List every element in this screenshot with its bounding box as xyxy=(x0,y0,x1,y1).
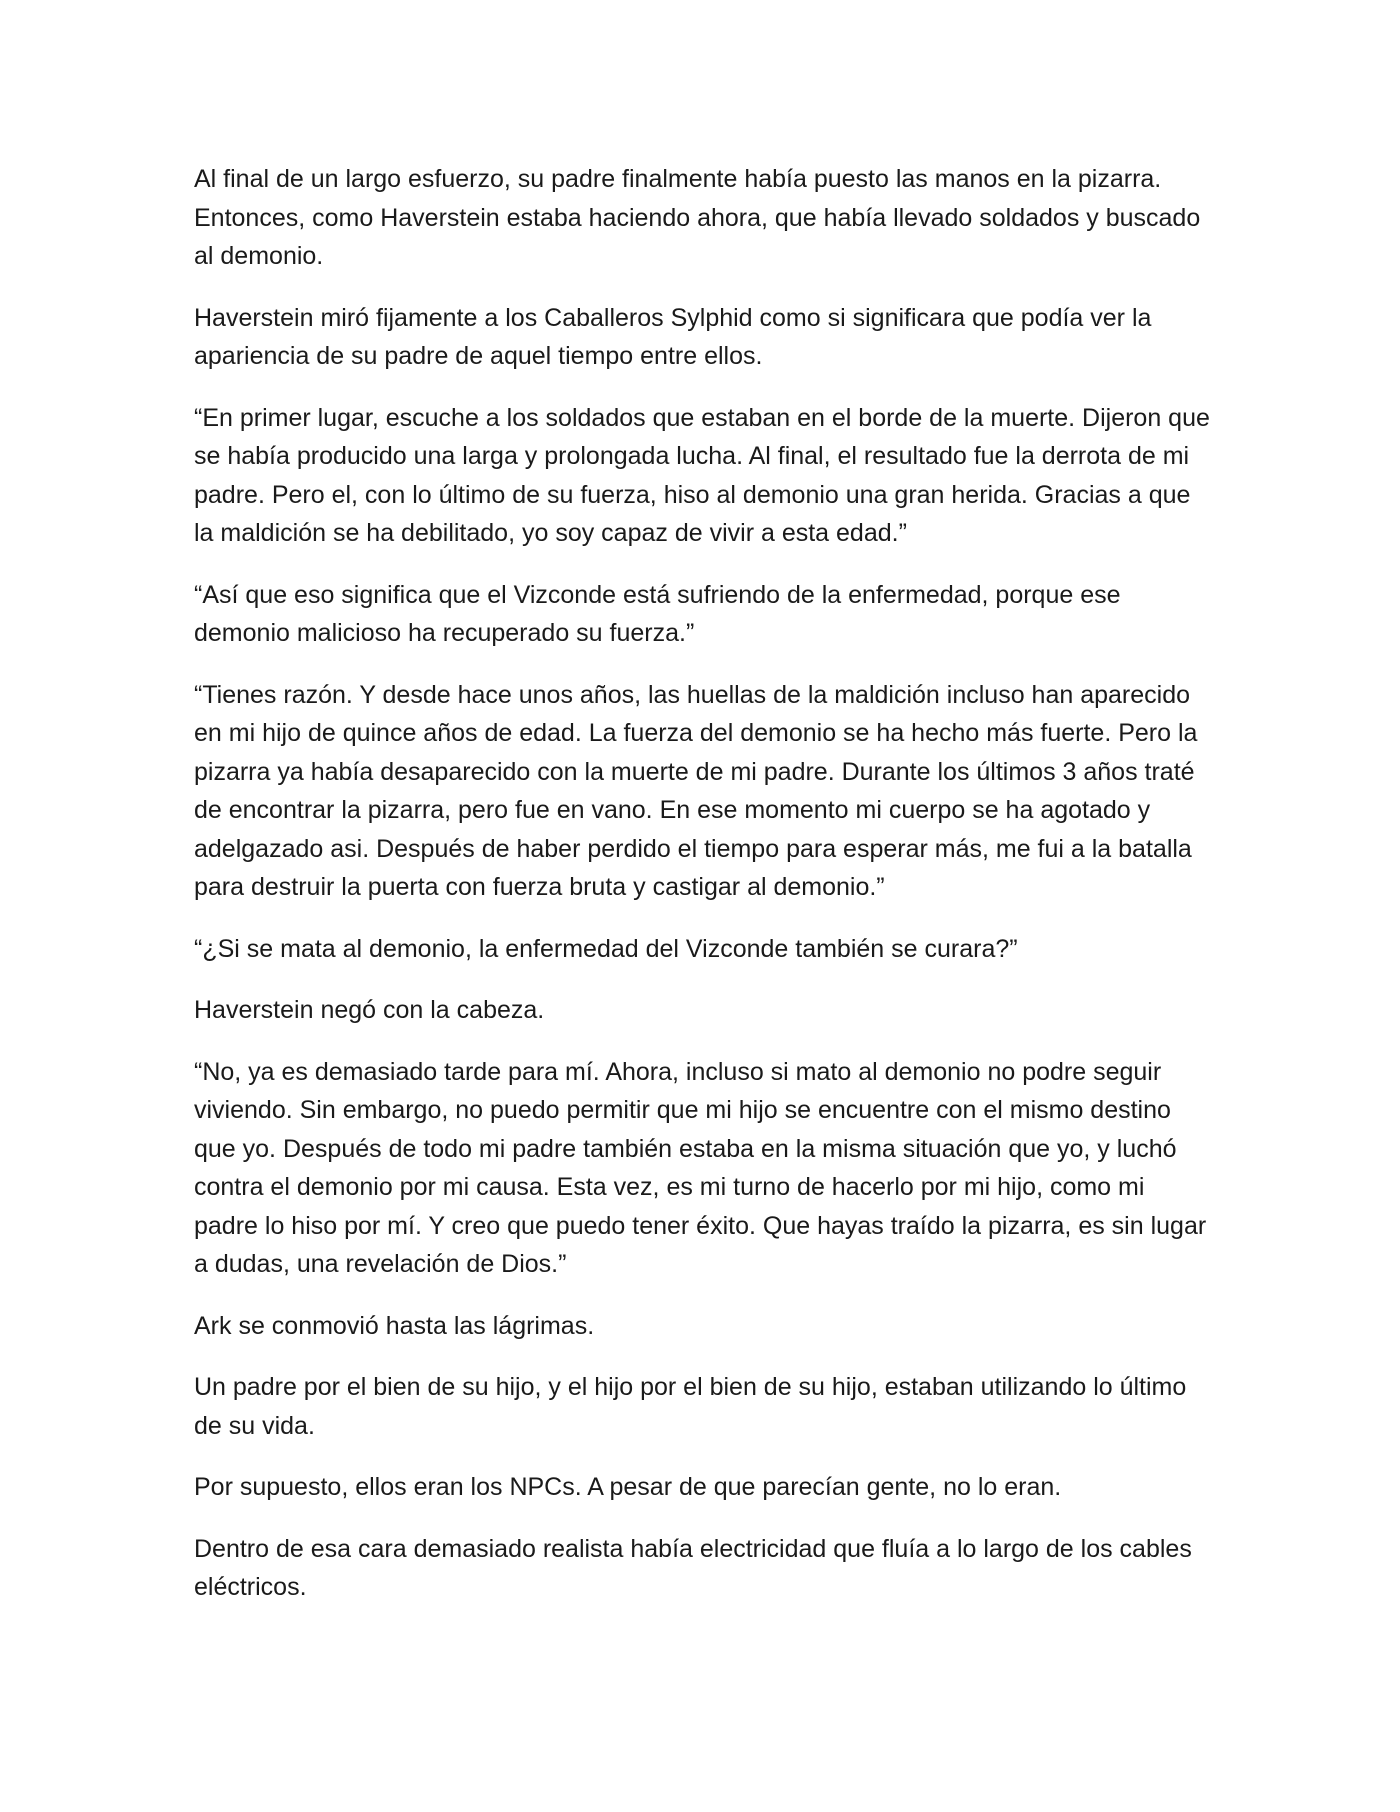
paragraph-11: Por supuesto, ellos eran los NPCs. A pesar de que parecían gente, no lo eran. xyxy=(194,1473,1062,1501)
paragraph-7: Haverstein negó con la cabeza. xyxy=(194,996,545,1024)
paragraph-2: Haverstein miró fijamente a los Caballeros Sylphid como si significara que podía ver la apariencia de su padre de aquel tiempo entre ellos. xyxy=(194,303,1152,370)
paragraph-9: Ark se conmovió hasta las lágrimas. xyxy=(194,1311,595,1340)
paragraph-12: Dentro de esa cara demasiado realista había electricidad que fluía a lo largo de los cables eléctricos. xyxy=(194,1534,1192,1601)
paragraph-3: “En primer lugar, escuche a los soldados que estaban en el borde de la muerte. Dijeron que se había producido una larga y prolongada lucha. Al final, el resultado fue la derrota de mi padre. Pero el, con lo último de su fuerza, hiso al demonio una gran herida. Gracias a que la maldición se ha debilitado, yo soy capaz de vivir a esta edad.” xyxy=(194,403,1210,547)
paragraph-4: “Así que eso significa que el Vizconde está sufriendo de la enfermedad, porque ese demonio malicioso ha recuperado su fuerza.” xyxy=(194,580,1121,647)
paragraph-5: “Tienes razón. Y desde hace unos años, las huellas de la maldición incluso han aparecido en mi hijo de quince años de edad. La fuerza del demonio se ha hecho más fuerte. Pero la pizarra ya había desaparecido con la muerte de mi padre. Durante los últimos 3 años traté de encontrar la pizarra, pero fue en vano. En ese momento mi cuerpo se ha agotado y adelgazado asi. Después de haber perdido el tiempo para esperar más, me fui a la batalla para destruir la puerta con fuerza bruta y castigar al demonio.” xyxy=(194,680,1198,901)
paragraph-8: “No, ya es demasiado tarde para mí. Ahora, incluso si mato al demonio no podre seguir viviendo. Sin embargo, no puedo permitir que mi hijo se encuentre con el mismo destino que yo. Después de todo mi padre también estaba en la misma situación que yo, y luchó contra el demonio por mi causa. Esta vez, es mi turno de hacerlo por mi hijo, como mi padre lo hiso por mí. Y creo que puedo tener éxito. Que hayas traído la pizarra, es sin lugar a dudas, una revelación de Dios.” xyxy=(194,1057,1207,1278)
document-body xyxy=(194,160,1214,1630)
paragraph-10: Un padre por el bien de su hijo, y el hijo por el bien de su hijo, estaban utilizando lo último de su vida. xyxy=(194,1373,1187,1440)
paragraph-1: Al final de un largo esfuerzo, su padre finalmente había puesto las manos en la pizarra. Entonces, como Haverstein estaba haciendo ahora, que había llevado soldados y buscado al demonio. xyxy=(194,165,1201,270)
paragraph-6: “¿Si se mata al demonio, la enfermedad del Vizconde también se curara?” xyxy=(194,934,1018,963)
